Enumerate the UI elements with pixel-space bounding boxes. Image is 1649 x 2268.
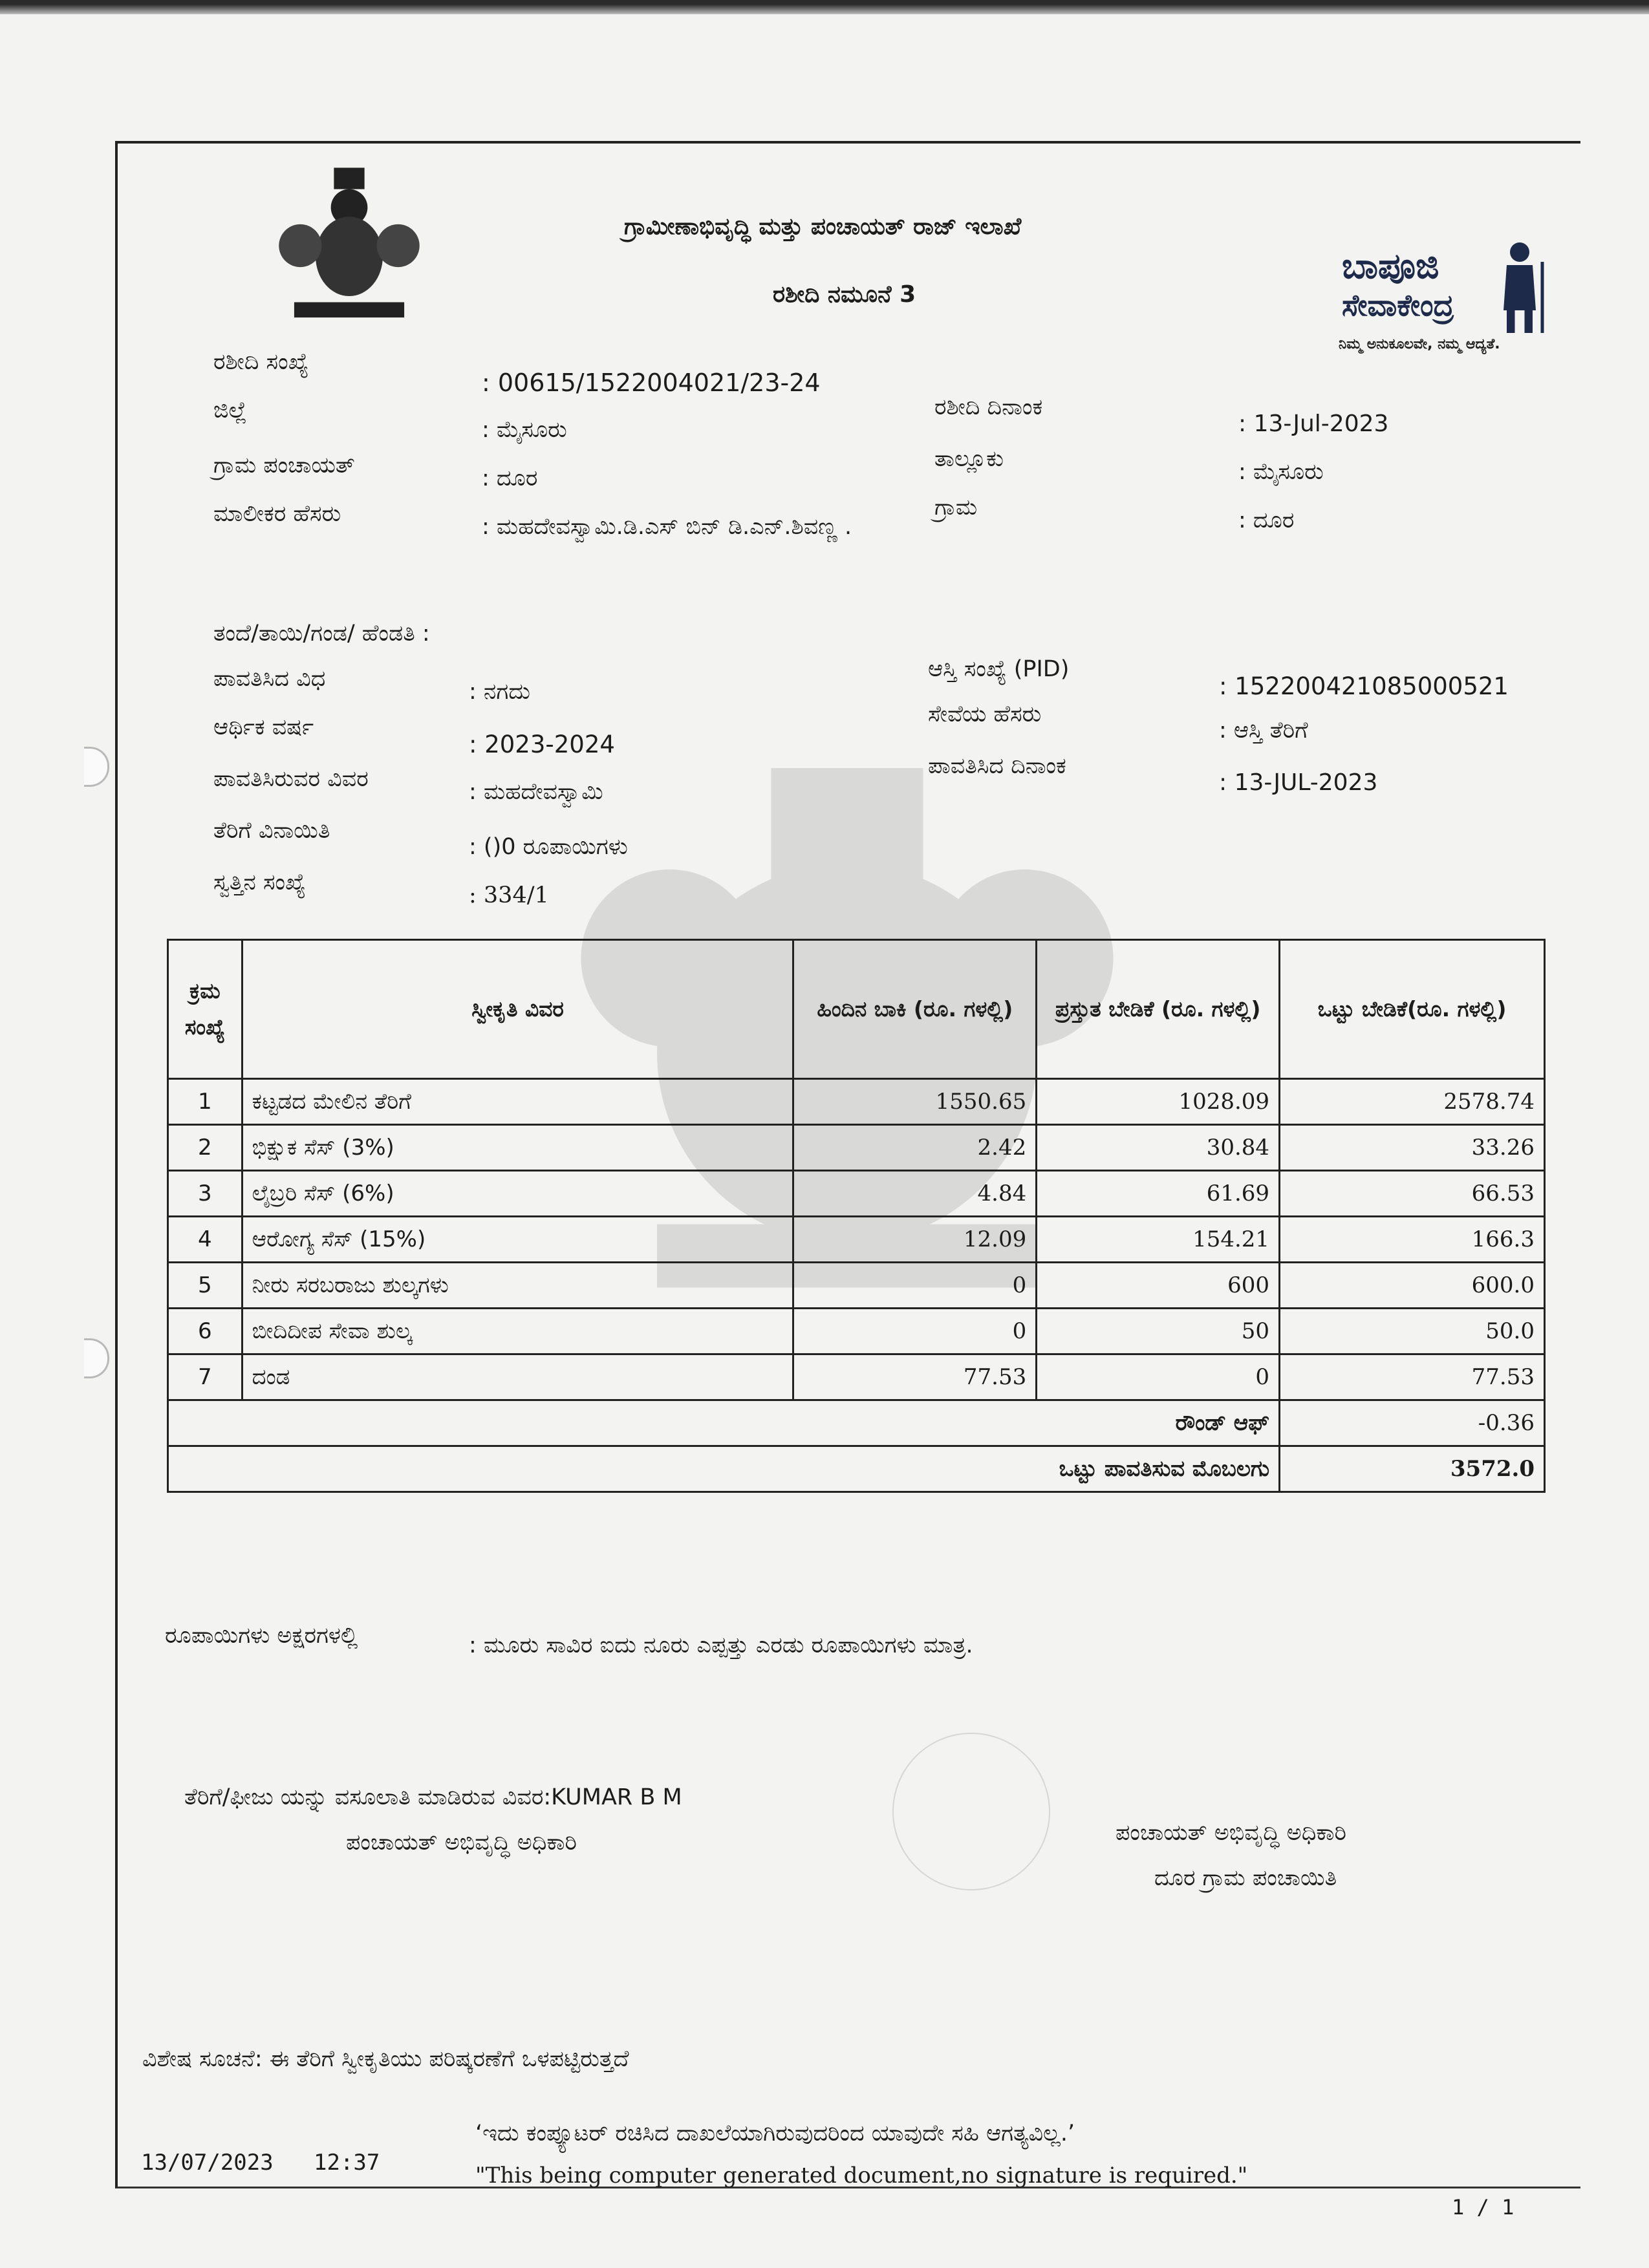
row-prev: 0 bbox=[793, 1263, 1037, 1309]
grand-total-label: ಒಟ್ಟು ಪಾವತಿಸುವ ಮೊಬಲಗು bbox=[168, 1446, 1280, 1492]
paid-date-label: ಪಾವತಿಸಿದ ದಿನಾಂಕ bbox=[928, 753, 1066, 779]
property-no-label: ಸ್ವತ್ತಿನ ಸಂಖ್ಯೆ bbox=[213, 870, 306, 895]
table-row bbox=[168, 1354, 1545, 1400]
row-total: 66.53 bbox=[1280, 1171, 1545, 1217]
row-prev: 12.09 bbox=[793, 1217, 1037, 1263]
row-desc: ಲೈಬ್ರರಿ ಸೆಸ್ (6%) bbox=[242, 1171, 793, 1217]
row-sl: 6 bbox=[168, 1309, 242, 1354]
officer-place: ದೂರ ಗ್ರಾಮ ಪಂಚಾಯಿತಿ bbox=[1154, 1865, 1337, 1891]
payer: : ಮಹದೇವಸ್ವಾಮಿ bbox=[469, 779, 603, 805]
grand-total-value: 3572.0 bbox=[1280, 1446, 1545, 1492]
pid-label: ಆಸ್ತಿ ಸಂಖ್ಯೆ (PID) bbox=[928, 656, 1070, 682]
receipt-date: : 13-Jul-2023 bbox=[1238, 411, 1389, 437]
receipt-no: : 00615/1522004021/23-24 bbox=[482, 369, 821, 397]
officer-role: ಪಂಚಾಯತ್ ಅಭಿವೃದ್ಧಿ ಅಧಿಕಾರಿ bbox=[1116, 1820, 1346, 1846]
logo-tagline: ನಿಮ್ಮ ಅನುಕೂಲವೇ, ನಮ್ಮ ಆದ್ಯತೆ. bbox=[1339, 336, 1500, 352]
col-prev-header: ಹಿಂದಿನ ಬಾಕಿ (ರೂ. ಗಳಲ್ಲಿ) bbox=[793, 940, 1037, 1079]
receipt-no-label: ರಶೀದಿ ಸಂಖ್ಯೆ bbox=[213, 349, 309, 375]
owner-name: : ಮಹದೇವಸ್ವಾಮಿ.ಡಿ.ಎಸ್ ಬಿನ್ ಡಿ.ಎನ್.ಶಿವಣ್ಣ . bbox=[482, 514, 852, 540]
print-date: 13/07/2023 bbox=[141, 2150, 274, 2176]
page-number: 1 / 1 bbox=[1452, 2195, 1514, 2220]
table-row bbox=[168, 1079, 1545, 1125]
owner-label: ಮಾಲೀಕರ ಹೆಸರು bbox=[213, 501, 341, 527]
row-curr: 0 bbox=[1037, 1354, 1280, 1400]
footer-note-kannada: ‘ಇದು ಕಂಪ್ಯೂಟರ್ ರಚಿಸಿದ ದಾಖಲೆಯಾಗಿರುವುದರಿಂದ ಯಾವುದೇ ಸಹಿ ಆಗತ್ಯವಿಲ್ಲ.’ bbox=[475, 2121, 1075, 2146]
fy: : 2023-2024 bbox=[469, 731, 615, 758]
row-total: 2578.74 bbox=[1280, 1079, 1545, 1125]
row-total: 77.53 bbox=[1280, 1354, 1545, 1400]
department-title: ಗ್ರಾಮೀಣಾಭಿವೃದ್ಧಿ ಮತ್ತು ಪಂಚಾಯತ್ ರಾಜ್ ಇಲಾಖೆ bbox=[624, 213, 1022, 240]
table-header-row bbox=[168, 940, 1545, 1079]
payment-mode-label: ಪಾವತಿಸಿದ ವಿಧ bbox=[213, 666, 326, 692]
row-prev: 2.42 bbox=[793, 1125, 1037, 1171]
row-desc: ಭಿಕ್ಷುಕ ಸೆಸ್ (3%) bbox=[242, 1125, 793, 1171]
row-curr: 154.21 bbox=[1037, 1217, 1280, 1263]
row-prev: 4.84 bbox=[793, 1171, 1037, 1217]
table-row bbox=[168, 1171, 1545, 1217]
footer-note-english: "This being computer generated document,no signature is required." bbox=[475, 2163, 1248, 2188]
row-desc: ಆರೋಗ್ಯ ಸೆಸ್ (15%) bbox=[242, 1217, 793, 1263]
row-prev: 0 bbox=[793, 1309, 1037, 1354]
row-total: 600.0 bbox=[1280, 1263, 1545, 1309]
paid-date: : 13-JUL-2023 bbox=[1219, 769, 1378, 796]
logo-title: ಬಾಪೂಜಿ bbox=[1342, 246, 1439, 286]
collector-details: ತೆರಿಗೆ/ಫೀಜು ಯನ್ನು ವಸೂಲಾತಿ ಮಾಡಿರುವ ವಿವರ:KUMAR B M bbox=[184, 1784, 682, 1810]
payer-label: ಪಾವತಿಸಿರುವರ ವಿವರ bbox=[213, 766, 369, 792]
relation-label: ತಂದೆ/ತಾಯಿ/ಗಂಡ/ ಹೆಂಡತಿ : bbox=[213, 621, 430, 647]
row-curr: 1028.09 bbox=[1037, 1079, 1280, 1125]
round-off-value: -0.36 bbox=[1280, 1400, 1545, 1446]
row-curr: 61.69 bbox=[1037, 1171, 1280, 1217]
special-note: ವಿಶೇಷ ಸೂಚನೆ: ಈ ತೆರಿಗೆ ಸ್ವೀಕೃತಿಯು ಪರಿಷ್ಕರಣೆಗೆ ಒಳಪಟ್ಟಿರುತ್ತದೆ bbox=[142, 2046, 629, 2072]
property-no: : 334/1 bbox=[469, 883, 549, 908]
pid: : 152200421085000521 bbox=[1219, 672, 1509, 700]
fy-label: ಆರ್ಥಿಕ ವರ್ಷ bbox=[213, 714, 314, 740]
row-desc: ನೀರು ಸರಬರಾಜು ಶುಲ್ಕಗಳು bbox=[242, 1263, 793, 1309]
amount-words-label: ರೂಪಾಯಿಗಳು ಅಕ್ಷರಗಳಲ್ಲಿ bbox=[165, 1623, 358, 1649]
row-desc: ದಂಡ bbox=[242, 1354, 793, 1400]
table-row bbox=[168, 1125, 1545, 1171]
row-total: 33.26 bbox=[1280, 1125, 1545, 1171]
col-desc-header: ಸ್ವೀಕೃತಿ ವಿವರ bbox=[242, 940, 793, 1079]
col-sl-header: ಕ್ರಮ ಸಂಖ್ಯೆ bbox=[168, 940, 242, 1079]
scan-edge bbox=[0, 0, 1649, 14]
gp: : ದೂರ bbox=[482, 465, 538, 491]
row-desc: ಬೀದಿದೀಪ ಸೇವಾ ಶುಲ್ಕ bbox=[242, 1309, 793, 1354]
exemption: : ()0 ರೂಪಾಯಿಗಳು bbox=[469, 834, 628, 860]
row-sl: 1 bbox=[168, 1079, 242, 1125]
table-row bbox=[168, 1217, 1545, 1263]
row-sl: 7 bbox=[168, 1354, 242, 1400]
punch-hole bbox=[84, 747, 109, 787]
fee-table bbox=[167, 939, 1546, 1493]
faint-seal bbox=[892, 1733, 1050, 1890]
row-curr: 600 bbox=[1037, 1263, 1280, 1309]
print-time: 12:37 bbox=[314, 2150, 380, 2176]
row-desc: ಕಟ್ಟಡದ ಮೇಲಿನ ತೆರಿಗೆ bbox=[242, 1079, 793, 1125]
gandhi-figure-icon bbox=[1487, 239, 1552, 336]
payment-mode: : ನಗದು bbox=[469, 679, 531, 705]
collector-role: ಪಂಚಾಯತ್ ಅಭಿವೃದ್ಧಿ ಅಧಿಕಾರಿ bbox=[346, 1830, 577, 1856]
gp-label: ಗ್ರಾಮ ಪಂಚಾಯತ್ bbox=[213, 453, 355, 478]
exemption-label: ತೆರಿಗೆ ವಿನಾಯಿತಿ bbox=[213, 818, 330, 844]
village: : ದೂರ bbox=[1238, 508, 1295, 533]
row-total: 166.3 bbox=[1280, 1217, 1545, 1263]
form-title: ರಶೀದಿ ನಮೂನೆ 3 bbox=[773, 281, 916, 308]
col-curr-header: ಪ್ರಸ್ತುತ ಬೇಡಿಕೆ (ರೂ. ಗಳಲ್ಲಿ) bbox=[1037, 940, 1280, 1079]
row-curr: 50 bbox=[1037, 1309, 1280, 1354]
round-off-row bbox=[168, 1400, 1545, 1446]
round-off-label: ರೌಂಡ್ ಆಫ್ bbox=[168, 1400, 1280, 1446]
district-label: ಜಿಲ್ಲೆ bbox=[213, 398, 247, 423]
service-label: ಸೇವೆಯ ಹೆಸರು bbox=[928, 701, 1042, 727]
row-curr: 30.84 bbox=[1037, 1125, 1280, 1171]
grand-total-row bbox=[168, 1446, 1545, 1492]
punch-hole bbox=[84, 1338, 109, 1378]
table-row bbox=[168, 1309, 1545, 1354]
col-total-header: ಒಟ್ಟು ಬೇಡಿಕೆ(ರೂ. ಗಳಲ್ಲಿ) bbox=[1280, 940, 1545, 1079]
taluk: : ಮೈಸೂರು bbox=[1238, 459, 1324, 485]
row-prev: 1550.65 bbox=[793, 1079, 1037, 1125]
logo-subtitle: ಸೇವಾಕೇಂದ್ರ bbox=[1342, 288, 1454, 323]
state-emblem-icon bbox=[272, 162, 427, 330]
row-total: 50.0 bbox=[1280, 1309, 1545, 1354]
service: : ಆಸ್ತಿ ತೆರಿಗೆ bbox=[1219, 718, 1308, 744]
village-label: ಗ್ರಾಮ bbox=[934, 495, 978, 520]
row-sl: 3 bbox=[168, 1171, 242, 1217]
district: : ಮೈಸೂರು bbox=[482, 417, 567, 443]
amount-words: : ಮೂರು ಸಾವಿರ ಐದು ನೂರು ಎಪ್ಪತ್ತು ಎರಡು ರೂಪಾಯಿಗಳು ಮಾತ್ರ. bbox=[469, 1632, 973, 1658]
row-sl: 5 bbox=[168, 1263, 242, 1309]
receipt-date-label: ರಶೀದಿ ದಿನಾಂಕ bbox=[934, 394, 1043, 420]
table-row bbox=[168, 1263, 1545, 1309]
row-prev: 77.53 bbox=[793, 1354, 1037, 1400]
row-sl: 4 bbox=[168, 1217, 242, 1263]
row-sl: 2 bbox=[168, 1125, 242, 1171]
taluk-label: ತಾಲ್ಲೂಕು bbox=[934, 446, 1004, 472]
